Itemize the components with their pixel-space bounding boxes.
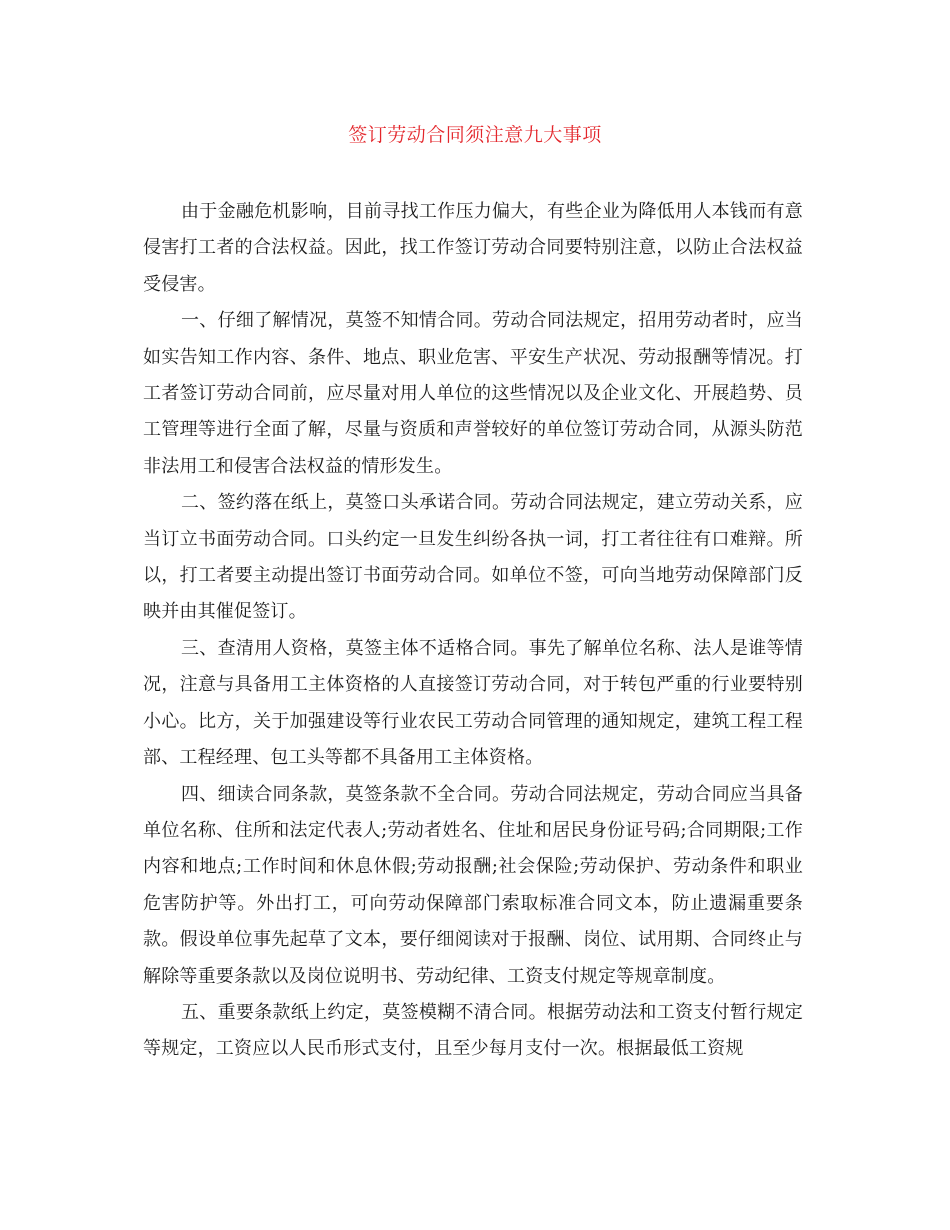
document-body	[143, 194, 803, 1068]
document-title: 签订劳动合同须注意九大事项	[348, 124, 602, 146]
paragraph-intro: 由于金融危机影响，目前寻找工作压力偏大，有些企业为降低用人本钱而有意侵害打工者的合法权益。因此，找工作签订劳动合同要特别注意，以防止合法权益受侵害。	[143, 201, 803, 295]
paragraph-item-5: 五、重要条款纸上约定，莫签模糊不清合同。根据劳动法和工资支付暂行规定等规定，工资应以人民币形式支付，且至少每月支付一次。根据最低工资规	[143, 1001, 803, 1060]
paragraph-item-2: 二、签约落在纸上，莫签口头承诺合同。劳动合同法规定，建立劳动关系，应当订立书面劳动合同。口头约定一旦发生纠纷各执一词，打工者往往有口难辩。所以，打工者要主动提出签订书面劳动合同。如单位不签，可向当地劳动保障部门反映并由其催促签订。	[143, 492, 803, 623]
paragraph-item-1: 一、仔细了解情况，莫签不知情合同。劳动合同法规定，招用劳动者时，应当如实告知工作内容、条件、地点、职业危害、平安生产状况、劳动报酬等情况。打工者签订劳动合同前，应尽量对用人单位的这些情况以及企业文化、开展趋势、员工管理等进行全面了解，尽量与资质和声誉较好的单位签订劳动合同，从源头防范非法用工和侵害合法权益的情形发生。	[143, 310, 803, 477]
paragraph-item-4: 四、细读合同条款，莫签条款不全合同。劳动合同法规定，劳动合同应当具备单位名称、住所和法定代表人;劳动者姓名、住址和居民身份证号码;合同期限;工作内容和地点;工作时间和休息休假;劳动报酬;社会保险;劳动保护、劳动条件和职业危害防护等。外出打工，可向劳动保障部门索取标准合同文本，防止遗漏重要条款。假设单位事先起草了文本，要仔细阅读对于报酬、岗位、试用期、合同终止与解除等重要条款以及岗位说明书、劳动纪律、工资支付规定等规章制度。	[143, 783, 803, 987]
paragraph-item-3: 三、查清用人资格，莫签主体不适格合同。事先了解单位名称、法人是谁等情况，注意与具备用工主体资格的人直接签订劳动合同，对于转包严重的行业要特别小心。比方，关于加强建设等行业农民工劳动合同管理的通知规定，建筑工程工程部、工程经理、包工头等都不具备用工主体资格。	[143, 637, 803, 769]
